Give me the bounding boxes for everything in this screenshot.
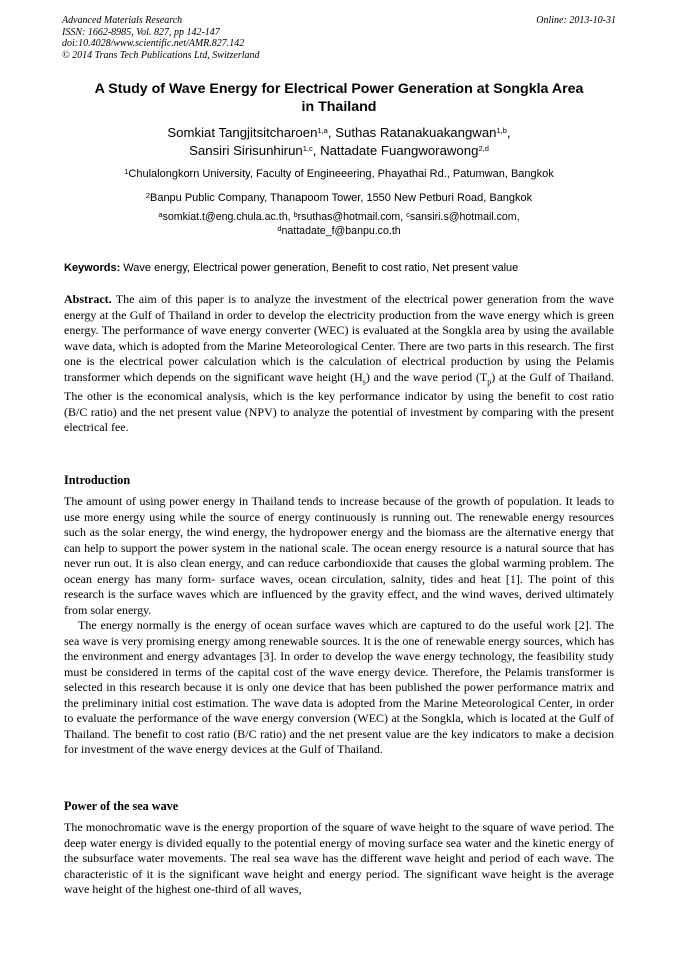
author-separator: , xyxy=(327,125,336,140)
author-line-1: Somkiat Tangjitsitcharoen$^{1,a}$, Suthas Ratanakuakangwan$^{1,b}$, xyxy=(167,125,511,140)
keywords-text: Wave energy, Electrical power generation, Benefit to cost ratio, Net present value xyxy=(120,262,519,274)
email-address[interactable]: somkiat.t@eng.chula.ac.th, xyxy=(162,211,294,223)
email-mark: b xyxy=(293,210,298,219)
section-heading-power: Power of the sea wave xyxy=(64,799,179,813)
abstract-text-3: ) at the Gulf of Thailand. The other is the economical analysis, which is the key performance indicator by using the benefit to cost ratio (B/C ratio) and the net present value (NPV) to analyze the potential of investment by comparing with the present electrical fee. xyxy=(64,369,614,435)
online-date: Online: 2013-10-31 xyxy=(536,15,616,26)
email-mark: a xyxy=(158,210,163,219)
affiliation-2 xyxy=(40,191,638,205)
author-affiliation-mark: 1,b xyxy=(496,126,507,135)
author-affiliation-mark: 2,d xyxy=(478,144,489,153)
author-affiliation-mark: 1,c xyxy=(302,144,313,153)
author-affiliation-mark: 1,a xyxy=(317,126,328,135)
journal-issn: ISSN: 1662-8985, Vol. 827, pp 142-147 xyxy=(62,26,220,38)
section-heading-introduction: Introduction xyxy=(64,473,131,487)
journal-info xyxy=(62,15,616,61)
abstract xyxy=(64,292,614,436)
introduction-paragraph-1: The amount of using power energy in Thailand tends to increase because of the growth of population. It leads to use more energy using while the source of energy continuously is running out. The renewable energy resources such as the solar energy, the wind energy, the hydropower energy and the biomass are the alternative energy that can help to support the power system in the national scale. The ocean energy resource is a natural source that has never run out. It is also clean energy, and can reduce carbondioxide that causes the global warming problem. The ocean energy has many form- surface waves, ocean circulation, salnity, tides and heat [1]. The point of this research is the surface waves which are influenced by the gravity effect, and the wind waves, derived ultimately from solar energy. xyxy=(64,494,614,617)
author-separator: , xyxy=(312,143,321,158)
introduction-paragraph-2: The energy normally is the energy of ocean surface waves which are captured to do the useful work [2]. The sea wave is very promising energy among renewable sources. It is the one of renewable energy sources, which has the environment and energy advantages [3]. In order to develop the wave energy technology, the feasibility study must be considered in terms of the capital cost of the wave energy device. Therefore, the Pelamis transformer is selected in this research because it is only one device that has been published the power performance matrix and the preliminary initial cost estimation. The wave data is adopted from the Marine Meteorological Center, in order to evaluate the performance of the wave energy conversion (WEC) at the Songkla, which is located at the Gulf of Thailand. The benefit to cost ratio (B/C ratio) and the net present value are the key indicators to make a decision for investment of the wave energy devices at the Gulf of Thailand. xyxy=(64,618,614,756)
email-address[interactable]: sansiri.s@hotmail.com, xyxy=(409,211,520,223)
affiliation-1 xyxy=(40,167,638,181)
affiliation-text: Banpu Public Company, Thanapoom Tower, 1550 New Petburi Road, Bangkok xyxy=(149,192,533,204)
email-mark: c xyxy=(406,210,410,219)
author-emails xyxy=(60,210,618,238)
email-line-1 xyxy=(60,210,618,224)
paper-title xyxy=(60,80,618,116)
author-name: Suthas Ratanakuakangwan xyxy=(335,125,497,140)
journal-doi[interactable]: doi:10.4028/www.scientific.net/AMR.827.142 xyxy=(62,38,245,50)
keywords xyxy=(64,261,638,275)
author-line-2 xyxy=(60,142,618,160)
email-line-2 xyxy=(60,224,618,238)
author-list xyxy=(60,124,618,160)
power-paragraph-1: The monochromatic wave is the energy proportion of the square of wave height to the square of wave period. The deep water energy is divided equally to the potential energy of moving surface sea water and the kinetic energy of the subsurface water movements. The real sea wave has the different wave height and period of each wave. The characteristic of it is the significant wave height and energy period. The significant wave height is the average wave height of the highest one-third of all waves, xyxy=(64,820,614,896)
affiliation-mark: 1 xyxy=(124,167,129,176)
power-body xyxy=(64,820,614,898)
abstract-text-1: The aim of this paper is to analyze the investment of the electrical power generation from the wave energy at the Gulf of Thailand in order to develop the electricity production from the wave energy which is green energy. The performance of wave energy converter (WEC) is evaluated at the Songkla area by using the available wave data, which is adopted from the Marine Meteorological Center. There are two parts in this research. The first one is the electrical power calculation which is the calculation of electrical production by using the Pelamis transformer which depends on the significant wave height (H xyxy=(64,292,614,384)
author-name: Nattadate Fuangworawong xyxy=(320,143,479,158)
author-name: Sansiri Sirisunhirun xyxy=(189,143,303,158)
subscript-s: s xyxy=(362,376,366,386)
subscript-p: p xyxy=(487,376,492,386)
title-line-2: in Thailand xyxy=(301,99,377,115)
abstract-text-2: ) and the wave period (T xyxy=(365,369,488,384)
email-address[interactable]: nattadate_f@banpu.co.th xyxy=(281,225,401,237)
title-line-1: A Study of Wave Energy for Electrical Power Generation at Songkla Area xyxy=(94,81,584,97)
journal-name: Advanced Materials Research xyxy=(62,15,183,26)
email-mark: d xyxy=(277,224,282,233)
introduction-body xyxy=(64,494,614,758)
keywords-label: Keywords: xyxy=(64,262,121,274)
email-address[interactable]: rsuthas@hotmail.com, xyxy=(297,211,407,223)
abstract-label: Abstract. xyxy=(64,292,112,306)
journal-copyright: © 2014 Trans Tech Publications Ltd, Switzerland xyxy=(62,49,260,61)
journal-header xyxy=(62,15,616,61)
affiliation-text: Chulalongkorn University, Faculty of Engineeering, Phayathai Rd., Patumwan, Bangkok xyxy=(128,168,554,180)
affiliation-mark: 2 xyxy=(145,191,150,200)
author-name: Somkiat Tangjitsitcharoen xyxy=(167,125,318,140)
